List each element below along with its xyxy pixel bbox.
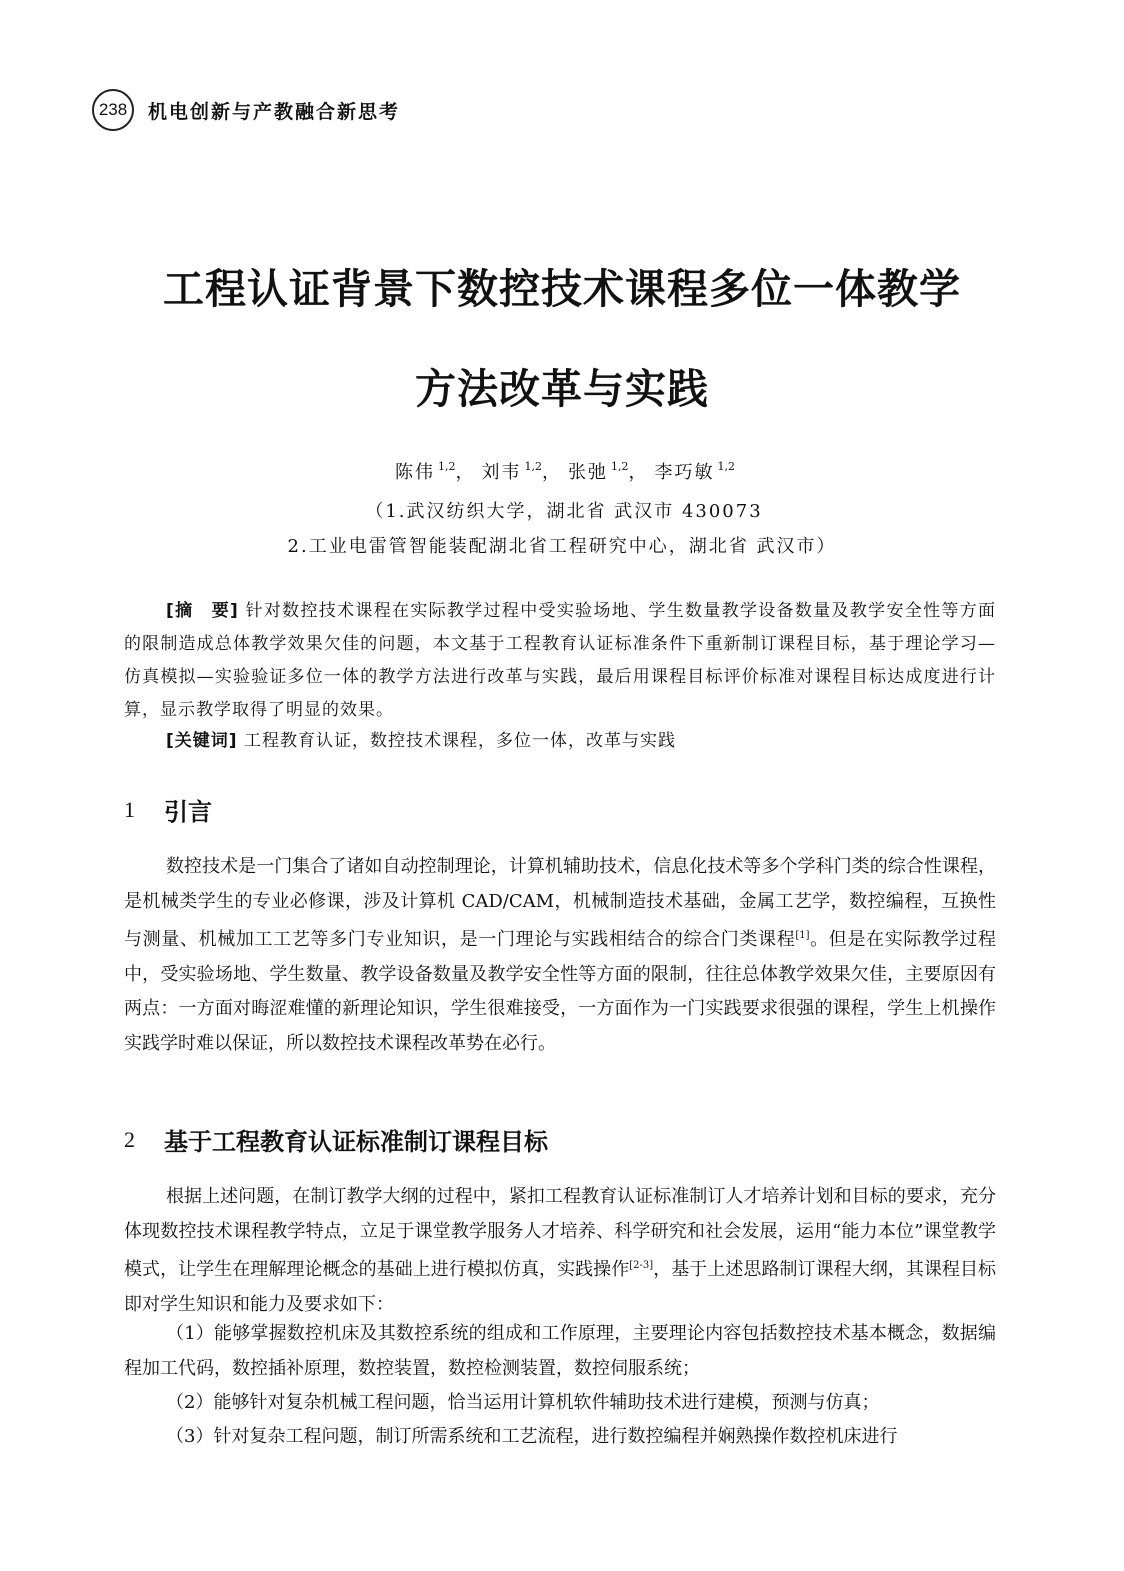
author-name: 陈伟: [395, 462, 435, 483]
affiliation-line2: 2.工业电雷管智能装配湖北省工程研究中心，湖北省 武汉市）: [287, 536, 837, 557]
author-name: 刘韦: [481, 462, 522, 483]
author-separator: ，: [455, 462, 476, 483]
citation: [2-3]: [629, 1260, 654, 1271]
section-heading-2: [124, 1122, 548, 1157]
paragraph-text: 。但是在实际教学过程中，受实验场地、学生数量、教学设备数量及教学安全性等方面的限制，往往总体教学效果欠佳，主要原因有两点：一方面对晦涩难懂的新理论知识，学生很难接受，一方面作为一门实践要求很强的课程，学生上机操作实践学时难以保证，所以数控技术课程改革势在必行。: [124, 929, 996, 1054]
paragraph-text: 数控技术是一门集合了诸如自动控制理论，计算机辅助技术，信息化技术等多个学科门类的综合性课程，是机械类学生的专业必修课，涉及计算机 CAD/CAM，机械制造技术基础，金属工艺学，数控编程，互换性与测量、机械加工工艺等多门专业知识，是一门理论与实践相结合的综合门类课程: [124, 856, 996, 950]
author-name: 李巧敏: [654, 462, 715, 483]
paragraph-text: ，基于上述思路制订课程大纲，其课程目标即对学生知识和能力及要求如下：: [124, 1259, 997, 1315]
section-heading-1: [124, 792, 212, 827]
running-header: [92, 88, 400, 132]
section-title: 基于工程教育认证标准制订课程目标: [164, 1128, 548, 1156]
abstract-text: 针对数控技术课程在实际教学过程中受实验场地、学生数量教学设备数量及教学安全性等方面的限制造成总体教学效果欠佳的问题，本文基于工程教育认证标准条件下重新制订课程目标，基于理论学习—仿真模拟—实验验证多位一体的教学方法进行改革与实践，最后用课程目标评价标准对课程目标达成度进行计算，显示教学取得了明显的效果。: [124, 601, 996, 720]
author-affiliation-mark: 1,2: [717, 460, 735, 473]
author-list: [0, 458, 1124, 484]
section-title: 引言: [164, 798, 212, 826]
author-name: 张弛: [568, 462, 608, 483]
keywords: [166, 726, 676, 751]
section-number: 2: [124, 1126, 135, 1152]
list-item: （3）针对复杂工程问题，制订所需系统和工艺流程，进行数控编程并娴熟操作数控机床进行: [166, 1426, 898, 1447]
abstract-label: [摘 要]: [166, 601, 239, 621]
book-title: 机电创新与产教融合新思考: [148, 100, 401, 123]
author-affiliation-mark: 1,2: [438, 460, 456, 473]
author-separator: ，: [628, 462, 649, 483]
keywords-text: 工程教育认证，数控技术课程，多位一体，改革与实践: [243, 731, 676, 751]
list-item: （1）能够掌握数控机床及其数控系统的组成和工作原理，主要理论内容包括数控技术基本概念，数据编程加工代码，数控插补原理，数控装置，数控检测装置，数控伺服系统；: [124, 1323, 996, 1379]
paragraph-text: 根据上述问题，在制订教学大纲的过程中，紧扣工程教育认证标准制订人才培养计划和目标的要求，充分体现数控技术课程教学特点，立足于课堂教学服务人才培养、科学研究和社会发展，运用“能力本位”课堂教学模式，让学生在理解理论概念的基础上进行模拟仿真，实践操作: [124, 1186, 996, 1280]
page-number: 238: [92, 89, 134, 131]
paper-title-line2: 方法改革与实践: [415, 365, 709, 413]
author-affiliation-mark: 1,2: [524, 460, 542, 473]
paper-title-line1: 工程认证背景下数控技术课程多位一体教学: [163, 265, 961, 313]
keywords-label: [关键词]: [166, 731, 238, 751]
section1-paragraph: [124, 850, 996, 1061]
author-affiliation-mark: 1,2: [611, 460, 629, 473]
section-number: 1: [124, 796, 135, 822]
author-separator: ，: [542, 462, 562, 483]
abstract: [124, 595, 996, 727]
citation: [1]: [795, 930, 810, 941]
list-item: （2）能够针对复杂机械工程问题，恰当运用计算机软件辅助技术进行建模，预测与仿真；: [166, 1392, 880, 1413]
section2-paragraph: [124, 1180, 996, 1322]
affiliation-line1: （1.武汉纺织大学，湖北省 武汉市 430073: [365, 501, 763, 522]
